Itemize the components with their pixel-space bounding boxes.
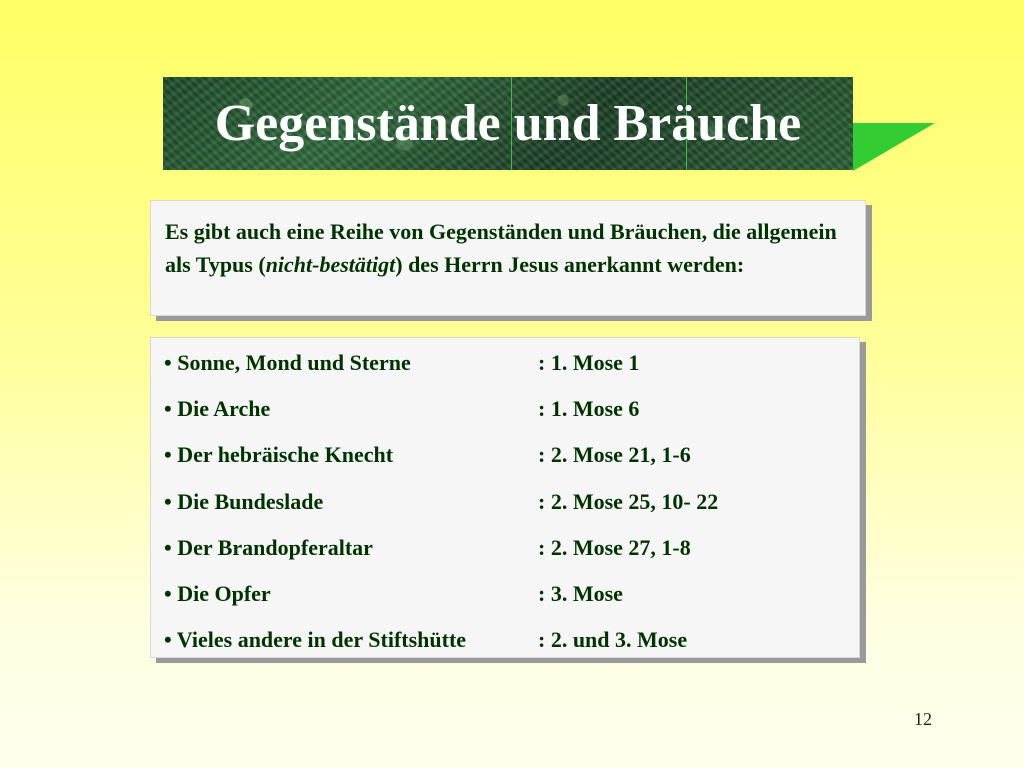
list-item-label: • Vieles andere in der Stiftshütte [164,627,467,653]
list-item [164,487,859,533]
list-item-reference: : 2. Mose 27, 1-8 [538,534,691,560]
list-item [164,579,859,625]
list-item-reference: : 2. Mose 21, 1-6 [538,442,691,468]
types-list-box [150,337,860,658]
intro-text-emphasis: nicht-bestätigt [265,252,396,277]
list-item-label: • Die Arche [164,396,271,422]
list-item-label: • Sonne, Mond und Sterne [164,350,411,375]
page-number: 12 [914,709,932,729]
list-item [164,440,859,486]
intro-text-start: Es gibt auch eine Reihe von Gegenständen und Bräuchen, die allgemein als Typus ( [165,219,837,277]
list-item-reference: : 2. Mose 25, 10- 22 [538,488,719,514]
list-item-label: • Der Brandopferaltar [164,534,373,560]
intro-text-end: ) des Herrn Jesus anerkannt werden: [395,252,745,277]
list-item [164,348,859,394]
list-item-reference: : 1. Mose 6 [538,396,640,422]
title-banner [163,77,853,170]
intro-text-box [150,200,866,316]
list-item-reference: : 3. Mose [538,580,623,606]
green-wedge-icon [853,123,935,171]
list-item-reference: : 1. Mose 1 [538,350,640,375]
list-item [164,625,859,671]
list-item-label: • Die Bundeslade [164,488,324,514]
list-item-reference: : 2. und 3. Mose [538,627,688,653]
list-item [164,394,859,440]
list-item-label: • Der hebräische Knecht [164,442,394,468]
slide-title: Gegenstände und Bräuche [214,95,802,152]
list-item [164,533,859,579]
list-item-label: • Die Opfer [164,580,271,606]
